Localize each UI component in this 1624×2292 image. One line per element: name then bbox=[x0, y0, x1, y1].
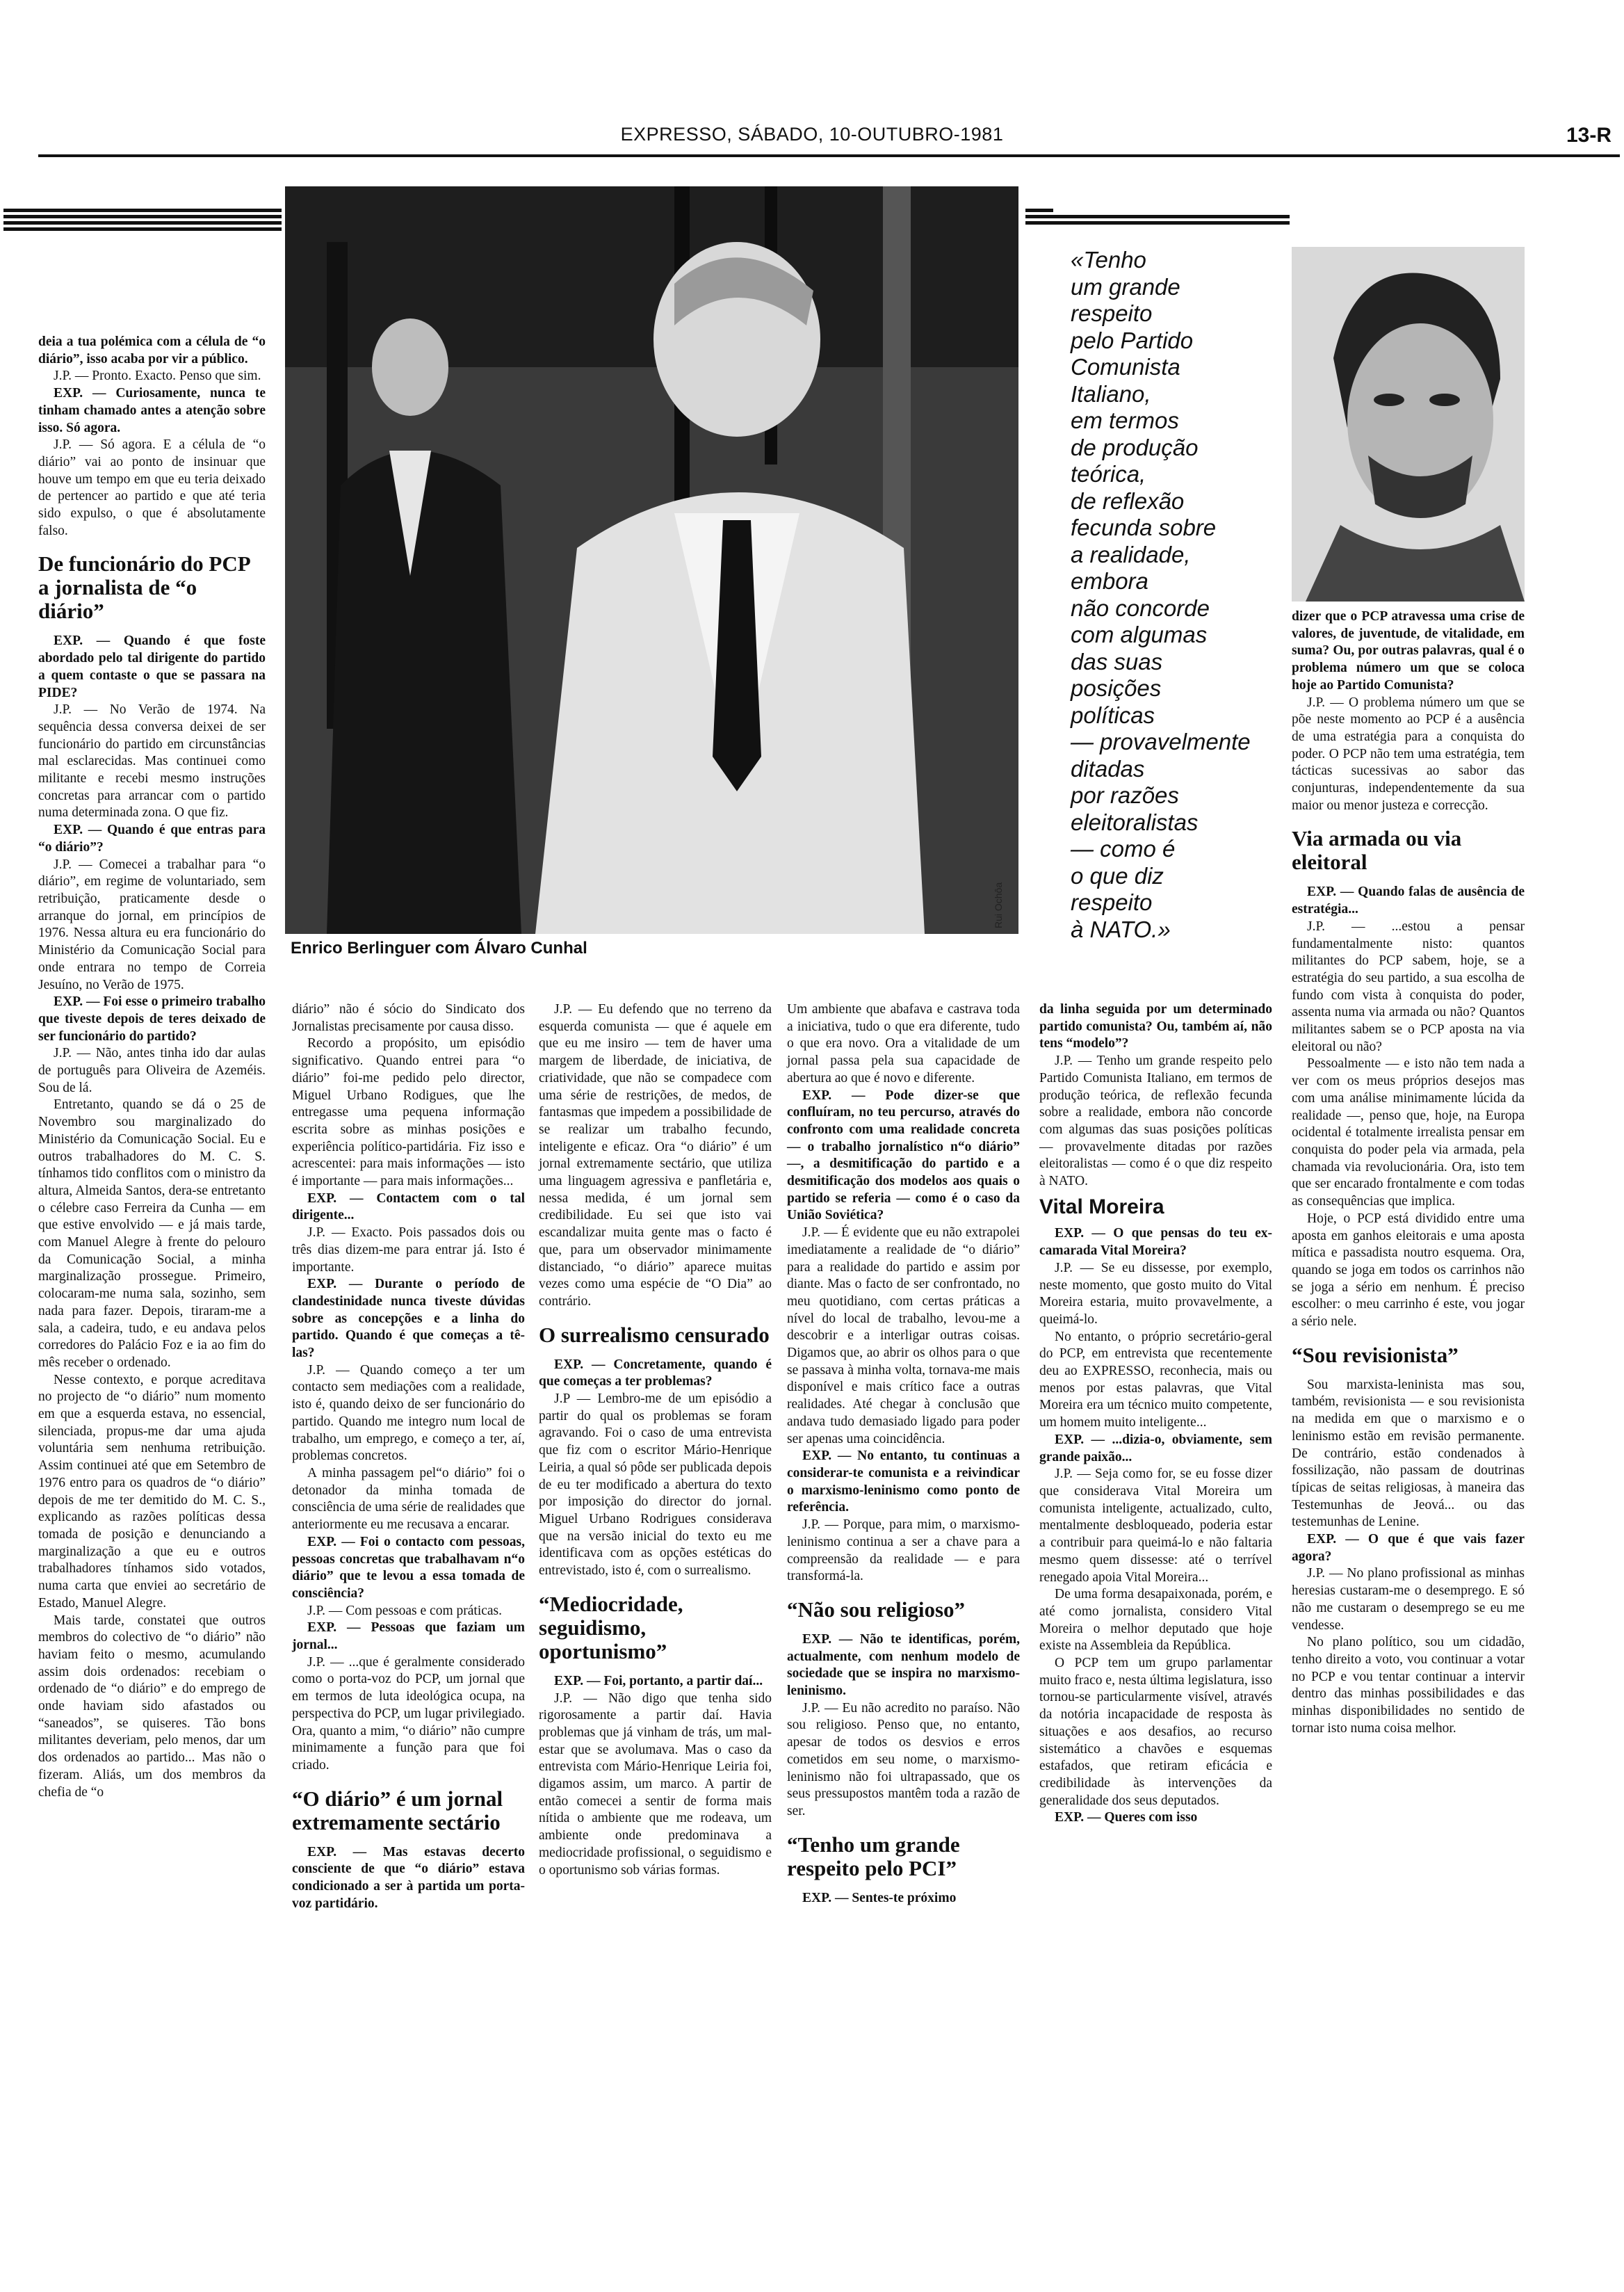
section-heading: “Tenho um grande respeito pelo PCI” bbox=[787, 1832, 960, 1880]
pull-quote-line: «Tenho bbox=[1071, 247, 1146, 273]
pull-quote-line: — como é bbox=[1071, 836, 1176, 862]
paragraph: EXP. — Curiosamente, nunca te tinham chamado antes a atenção sobre isso. Só agora. bbox=[38, 386, 266, 435]
paragraph: EXP. — Foi o contacto com pessoas, pessoas concretas que trabalhavam n“o diário” que te levou a essa tomada de consciência? bbox=[292, 1534, 525, 1601]
paragraph: J.P. — Quando começo a ter um contacto sem mediações com a realidade, isto é, quando deixo de ser funcionário do partido. Quando me integro num local de trabalho, um emprego, e começo a ter, aí, problemas concretos. bbox=[292, 1362, 525, 1464]
photo-illustration bbox=[285, 186, 1018, 934]
section-heading: “Sou revisionista” bbox=[1292, 1342, 1459, 1367]
column-2 bbox=[292, 1001, 525, 1912]
paragraph: da linha seguida por um determinado partido comunista? Ou, também aí, não tens “modelo”? bbox=[1039, 1002, 1272, 1051]
paragraph: No plano político, sou um cidadão, tenho direito a voto, vou continuar a votar no PCP e vou tentar continuar a intervir dentro das minhas possibilidades e das minhas disponibilidades no sentido de tornar isto numa coisa melhor. bbox=[1292, 1635, 1525, 1736]
paragraph: J.P. — Eu defendo que no terreno da esquerda comunista — que é aquele em que eu me insiro — tem de haver uma margem de liberdade, de iniciativa, de criatividade, que não se compadece com uma série de restrições, de medos, de fantasmas que impedem a possibilidade de se realizar um trabalho fecundo, inteligente e eficaz. Ora “o diário” é um jornal extremamente sectário, que utiliza uma linguagem agressiva e panfletária e, nessa medida, é um jornal sem credibilidade. Eu sei que isto vai escandalizar muita gente mas o facto é que, para um observador minimamente distanciado, “o diário” aparece muitas vezes como uma espécie de “O Dia” ao contrário. bbox=[539, 1002, 772, 1309]
pull-quote-line: teórica, bbox=[1071, 461, 1146, 487]
paragraph: EXP. — Foi, portanto, a partir daí... bbox=[554, 1673, 763, 1688]
masthead-title: EXPRESSO, SÁBADO, 10-OUTUBRO-1981 bbox=[620, 124, 1004, 145]
paragraph: No entanto, o próprio secretário-geral do PCP, em entrevista que recentemente deu ao EXPRESSO, reconhecia, mais ou menos por estas palavras, que Vital Moreira era um técnico muito competente, um homem muito inteligente... bbox=[1039, 1329, 1272, 1430]
pull-quote-line: Italiano, bbox=[1071, 380, 1151, 407]
paragraph: EXP. — No entanto, tu continuas a considerar-te comunista e a reivindicar o marxismo-leninismo como ponto de referência. bbox=[787, 1448, 1020, 1515]
column-4 bbox=[787, 1001, 1020, 1907]
main-photo bbox=[285, 186, 1018, 934]
paragraph: J.P. — Com pessoas e com práticas. bbox=[307, 1603, 503, 1618]
pull-quote-line: não concorde bbox=[1071, 595, 1210, 621]
paragraph: Recordo a propósito, um episódio significativo. Quando entrei para “o diário” foi-me pedido pelo director, Miguel Urbano Rodigues, que lhe entregasse uma pequena informação escrita sobre as minhas posições e experiência político-partidária. Fiz isso e acrescentei: para mais informações — isto é importante — para mais informações... bbox=[292, 1036, 525, 1189]
pull-quote-line: posições bbox=[1071, 675, 1162, 701]
paragraph: EXP. — Pode dizer-se que confluíram, no teu percurso, através do confronto com uma realidade concreta — o trabalho jornalístico n“o diário” —, a desmitificação do partido e a desmitificação dos modelos aos quais o partido se referia — como é o caso da União Soviética? bbox=[787, 1088, 1020, 1223]
paragraph: diário” não é sócio do Sindicato dos Jornalistas precisamente por causa disso. bbox=[292, 1002, 525, 1034]
section-heading: “O diário” é um jornal extremamente sectário bbox=[292, 1786, 503, 1834]
paragraph: EXP. — Durante o período de clandestinidade nunca tiveste dúvidas sobre as concepções e a linha do partido. Quando é que começas a tê-las? bbox=[292, 1277, 525, 1361]
pull-quote-line: eleitoralistas bbox=[1071, 809, 1199, 835]
paragraph: deia a tua polémica com a célula de “o diário”, isso acaba por vir a público. bbox=[38, 334, 266, 366]
paragraph: Um ambiente que abafava e castrava toda a iniciativa, tudo o que era diferente, tudo o que era novo. Ora a vitalidade de um jornal passa pela sua capacidade de abertura ao que é novo e diferente. bbox=[787, 1002, 1020, 1086]
top-rule bbox=[38, 154, 1620, 157]
paragraph: EXP. — O que pensas do teu ex-camarada Vital Moreira? bbox=[1039, 1226, 1272, 1259]
pull-quote-line: respeito bbox=[1071, 300, 1153, 326]
paragraph: EXP. — Quando é que foste abordado pelo tal dirigente do partido a quem contaste o que se passara na PIDE? bbox=[38, 633, 266, 700]
paragraph: J.P. — O problema número um que se põe neste momento ao PCP é a ausência de uma estratégia para a conquista do poder. O PCP não tem uma estratégia, tem tácticas sucessivas ao sabor das conjunturas, independentemente da sua maior ou menor justeza e correcção. bbox=[1292, 695, 1525, 813]
paragraph: EXP. — Concretamente, quando é que começas a ter problemas? bbox=[539, 1357, 772, 1389]
pull-quote bbox=[1071, 247, 1293, 943]
portrait-illustration bbox=[1292, 247, 1525, 602]
pull-quote-line: o que diz bbox=[1071, 862, 1164, 889]
pull-quote-line: — provavelmente bbox=[1071, 729, 1251, 754]
paragraph: A minha passagem pel“o diário” foi o detonador da minha tomada de consciência de uma série de realidades que anteriormente eu me recusava a encarar. bbox=[292, 1465, 525, 1533]
section-heading: “Não sou religioso” bbox=[787, 1597, 966, 1622]
paragraph: J.P. — Exacto. Pois passados dois ou três dias dizem-me para entrar já. Isto é importante. bbox=[292, 1225, 525, 1275]
paragraph: J.P. — Eu não acredito no paraíso. Não sou religioso. Penso que, no entanto, apesar de todos os desvios e erros cometidos em seu nome, o marxismo-leninismo não foi ultrapassado, que os seus pressupostos mantêm toda a razão de ser. bbox=[787, 1700, 1020, 1818]
paragraph: J.P. — Não, antes tinha ido dar aulas de português para Oliveira de Azeméis. Sou de lá. bbox=[38, 1046, 266, 1095]
paragraph: J.P — Lembro-me de um episódio a partir do qual os problemas se foram agravando. Foi o caso de uma entrevista que fiz com o escritor Mário-Henrique Leiria, a qual só pôde ser publicada depois de eu ter modificado a abertura do texto por imposição do director do jornal. Miguel Urbano Rodrigues considerava que na versão inicial do texto eu me identificava com as opções estéticas do entrevistado, isto é, com o surrealismo. bbox=[539, 1391, 772, 1579]
column-5 bbox=[1039, 1001, 1272, 1827]
paragraph: EXP. — Foi esse o primeiro trabalho que tiveste depois de teres deixado de ser funcionário do partido? bbox=[38, 994, 266, 1044]
pull-quote-line: Comunista bbox=[1071, 354, 1180, 380]
section-heading: O surrealismo censurado bbox=[539, 1322, 770, 1347]
pull-quote-line: de produção bbox=[1071, 434, 1199, 460]
photo-credit: Rui Ochôa bbox=[993, 882, 1004, 928]
pull-quote-line: em termos bbox=[1071, 407, 1179, 433]
paragraph: J.P. — Porque, para mim, o marxismo-leninismo continua a ser a chave para a compreensão da realidade — e para transformá-la. bbox=[787, 1517, 1020, 1584]
paragraph: J.P. — Pronto. Exacto. Penso que sim. bbox=[54, 369, 261, 384]
pull-quote-line: fecunda sobre bbox=[1071, 515, 1217, 540]
pull-quote-line: um grande bbox=[1071, 273, 1180, 300]
pull-quote-line: por razões bbox=[1071, 782, 1179, 808]
photo-caption: Enrico Berlinguer com Álvaro Cunhal bbox=[291, 939, 587, 958]
paragraph: J.P. — É evidente que eu não extrapolei imediatamente a realidade de “o diário” para a realidade do partido e assim por diante. Mas o facto de ser confrontado, no meu quotidiano, com certas práticas a nível do local de trabalho, levou-me a descobrir e a interligar outras coisas. Digamos que, ao abrir os olhos para o que se passava à minha volta, tornava-me mais disponível e mais crítico face a outras realidades. Até chegar à conclusão que andava tudo demasiado ligado para poder ser apenas uma coincidência. bbox=[787, 1225, 1020, 1446]
column-6 bbox=[1292, 608, 1525, 1737]
pull-quote-line: políticas bbox=[1071, 702, 1155, 728]
paragraph: EXP. — ...dizia-o, obviamente, sem grande paixão... bbox=[1039, 1432, 1272, 1464]
paragraph: Sou marxista-leninista mas sou, também, revisionista — e sou revisionista na medida em que o marxismo e o leninismo estão em revisão permanente. De contrário, estão condenados à fossilização, não passam de doutrinas típicas de seitas religiosas, à maneira das Testemunhas de Jeová... ou das testemunhas de Lenine. bbox=[1292, 1377, 1525, 1530]
paragraph: EXP. — Contactem com o tal dirigente... bbox=[292, 1191, 525, 1223]
masthead bbox=[0, 124, 1624, 152]
paragraph: J.P. — No plano profissional as minhas heresias custaram-me o desemprego. E só não me custaram o desemprego se eu me vendesse. bbox=[1292, 1566, 1525, 1633]
paragraph: Hoje, o PCP está dividido entre uma aposta em ganhos eleitorais e uma aposta mítica e passadista noutro esquema. Ora, quando se joga em todos os carrinhos não se joga a sério em nenhum. É preciso escolher: o meu carrinho é este, vou jogar a sério nele. bbox=[1292, 1211, 1525, 1330]
column-1 bbox=[38, 334, 266, 1801]
section-heading: Vital Moreira bbox=[1039, 1195, 1164, 1218]
paragraph: Entretanto, quando se dá o 25 de Novembro sou marginalizado do Ministério da Comunicação Social. Eu e outros trabalhadores do M. C. S. tínhamos tido conflitos com o ministro da altura, Almeida Santos, dera-se entretanto o célebre caso Ferreira da Cunha — em que estive envolvido — e já mais tarde, com Manuel Alegre à frente do pelouro da Comunicação Social, a minha marginalização prossegue. Primeiro, colocaram-me numa sala, sozinho, sem nada para fazer. Depois, tiraram-me a sala, a cadeira, tudo, e eu andava pelos corredores do Palácio Foz e ia ao fim do mês receber o ordenado. bbox=[38, 1097, 266, 1370]
paragraph: De uma forma desapaixonada, porém, e até como jornalista, considero Vital Moreira o melhor deputado que hoje existe na Assembleia da República. bbox=[1039, 1587, 1272, 1654]
section-heading: De funcionário do PCP a jornalista de “o diário” bbox=[38, 551, 250, 624]
paragraph: J.P. — Se eu dissesse, por exemplo, neste momento, que gosto muito do Vital Moreira estaria, muito provavelmente, a queimá-lo. bbox=[1039, 1260, 1272, 1327]
paragraph: EXP. — Pessoas que faziam um jornal... bbox=[292, 1620, 525, 1653]
header-bars-right bbox=[1025, 209, 1290, 227]
paragraph: Pessoalmente — e isto não tem nada a ver com os meus próprios desejos mas com uma análise minimamente lúcida da realidade —, penso que, hoje, na Europa ocidental é totalmente irrealista pensar em conquista do poder pela via armada, pela chamada via revolucionária. Ora, isto tem que ser encarado frontalmente e com todas as consequências que implica. bbox=[1292, 1056, 1525, 1209]
paragraph: EXP. — Quando falas de ausência de estratégia... bbox=[1292, 885, 1525, 917]
paragraph: EXP. — Mas estavas decerto consciente de que “o diário” estava condicionado a ser à partida um porta-voz partidário. bbox=[292, 1844, 525, 1911]
paragraph: Nesse contexto, e porque acreditava no projecto de “o diário” num momento em que a esquerda estava, no essencial, silenciada, propus-me dar uma ajuda voluntária sem nenhuma retribuição. Assim continuei até que em Setembro de 1976 entro para os quadros de “o diário” depois de me ter demitido do M. C. S., explicando as razões políticas dessa tomada de posição e denunciando a marginalização a que eu e outros trabalhadores tínhamos sido votados, numa carta que enviei ao secretário de Estado, Manuel Alegre. bbox=[38, 1372, 266, 1611]
pull-quote-line: de reflexão bbox=[1071, 487, 1185, 514]
pull-quote-line: ditadas bbox=[1071, 755, 1145, 782]
pull-quote-line: à NATO.» bbox=[1071, 916, 1171, 942]
pull-quote-line: a realidade, bbox=[1071, 541, 1191, 567]
page-number: 13-R bbox=[1566, 124, 1611, 147]
pull-quote-line: pelo Partido bbox=[1071, 327, 1194, 353]
pull-quote-line: das suas bbox=[1071, 648, 1163, 675]
paragraph: J.P. — Seja como for, se eu fosse dizer que considerava Vital Moreira um comunista inteligente, actualizado, culto, mentalmente desbloqueado, poderia estar a contribuir para queimá-lo e não faltaria mesmo quem dissesse: até o terrível renegado apoia Vital Moreira... bbox=[1039, 1467, 1272, 1585]
paragraph: J.P. — Não digo que tenha sido rigorosamente a partir daí. Havia problemas que já vinham de trás, um mal-estar que se avolumava. Mas o caso da entrevista com Mário-Henrique Leiria foi, digamos assim, um marco. A partir de então comecei a sentir de forma mais nítida o ambiente que me rodeava, um ambiente onde predominava a mediocridade profissional, o seguidismo e o oportunismo sob várias formas. bbox=[539, 1690, 772, 1878]
section-heading: “Mediocridade, seguidismo, oportunismo” bbox=[539, 1591, 683, 1663]
paragraph: J.P. — Só agora. E a célula de “o diário” vai ao ponto de insinuar que houve um tempo em que eu teria deixado de pertencer ao partido e que até teria sido expulso, o que é absolutamente falso. bbox=[38, 437, 266, 538]
paragraph: EXP. — O que é que vais fazer agora? bbox=[1292, 1532, 1525, 1564]
paragraph: EXP. — Quando é que entras para “o diário”? bbox=[38, 823, 266, 855]
paragraph: dizer que o PCP atravessa uma crise de valores, de juventude, de vitalidade, em suma? Ou, por outras palavras, qual é o problema número um que se coloca hoje ao Partido Comunista? bbox=[1292, 609, 1525, 693]
paragraph: J.P. — Tenho um grande respeito pelo Partido Comunista Italiano, em termos de produção teórica, de reflexão fecunda sobre a realidade, embora não concorde com algumas das suas posições políticas — provavelmente ditadas por razões eleitoralistas — como é o que diz respeito à NATO. bbox=[1039, 1054, 1272, 1189]
pull-quote-line: com algumas bbox=[1071, 622, 1208, 647]
pull-quote-line: respeito bbox=[1071, 889, 1153, 915]
paragraph: O PCP tem um grupo parlamentar muito fraco e, nesta última legislatura, isso tornou-se particularmente visível, através da notória incapacidade de resposta às situações e aos desafios, ao recurso sistemático a chavões e esquemas estafados, que retiram eficácia e credibilidade às intervenções da generalidade dos seus deputados. bbox=[1039, 1656, 1272, 1808]
header-bars-left bbox=[3, 209, 282, 234]
paragraph: EXP. — Não te identificas, porém, actualmente, com nenhum modelo de sociedade que se inspira no marxismo-leninismo. bbox=[787, 1631, 1020, 1699]
paragraph: J.P. — Comecei a trabalhar para “o diário”, em regime de voluntariado, sem retribuição, praticamente desde o arranque do jornal, em princípios de 1976. Nessa altura eu era funcionário do Ministério da Comunicação Social para onde entrara no tempo de Correia Jesuíno, no Verão de 1975. bbox=[38, 857, 266, 992]
paragraph: EXP. — Queres com isso bbox=[1055, 1810, 1198, 1825]
paragraph: EXP. — Sentes-te próximo bbox=[802, 1890, 957, 1905]
pull-quote-line: embora bbox=[1071, 568, 1148, 594]
portrait-photo bbox=[1292, 247, 1525, 602]
section-heading: Via armada ou via eleitoral bbox=[1292, 826, 1462, 875]
paragraph: J.P. — ...que é geralmente considerado como o porta-voz do PCP, um jornal que em termos de luta ideológica ocupa, na perspectiva do PCP, um lugar privilegiado. Ora, quanto a mim, “o diário” não cumpre minimamente a função para que foi criado. bbox=[292, 1654, 525, 1773]
paragraph: Mais tarde, constatei que outros membros do colectivo de “o diário” não haviam feito o mesmo, acumulando assim dois ordenados: recebiam o ordenado de “o diário” e do emprego de onde haviam sido afastados ou “saneados”, se quiseres. Tão bons militantes deveriam, pelo menos, dar um dos ordenados ao partido... Mas não o fizeram. Aliás, um dos membros da chefia de “o bbox=[38, 1613, 266, 1800]
column-3 bbox=[539, 1001, 772, 1879]
paragraph: J.P. — ...estou a pensar fundamentalmente nisto: quantos militantes do PCP sabem, hoje, se a estratégia do seu partido, a sua escolha de fundo com vista à conquista do poder, assenta numa via armada ou não? Quantos militantes sabem se o PCP aposta na via eleitoral ou não? bbox=[1292, 919, 1525, 1054]
paragraph: J.P. — No Verão de 1974. Na sequência dessa conversa deixei de ser funcionário do partido em circunstâncias mal esclarecidas. Mas continuei como militante e recebi mesmo instruções concretas para arrancar com o partido numa determinada zona. O que fiz. bbox=[38, 702, 266, 821]
